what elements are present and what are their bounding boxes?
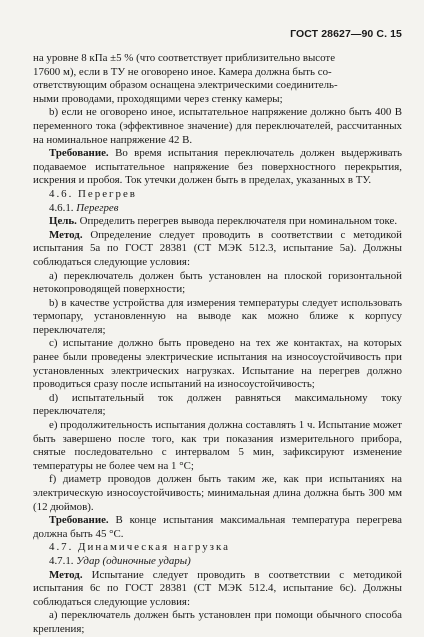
condition-d: d) испытательный ток должен равняться максимальному току переключателя;: [33, 391, 402, 418]
text-line: ными проводами, проходящими через стенку камеры;: [33, 92, 283, 105]
section-title: Перегрев: [76, 201, 119, 214]
condition-b: b) в качестве устройства для измерения температуры следует использовать термопару, установленную на выводе как можно ближе к корпусу переключателя;: [33, 296, 402, 336]
condition-a: а) переключатель должен быть установлен на плоской горизонтальной нетокопроводящей поверхности;: [33, 269, 402, 296]
goal-label: Цель.: [49, 215, 77, 228]
document-body: [33, 52, 402, 637]
goal-text: Определить перегрев вывода переключателя при номинальном токе.: [76, 215, 398, 228]
section-4-6-heading: 4.6. Перегрев: [49, 187, 137, 200]
requirement-paragraph: [33, 147, 402, 188]
condition-2-a: а) переключатель должен быть установлен при помощи обычного способа крепления;: [33, 609, 402, 635]
method-text: Определение следует проводить в соответствии с методикой испытания 5а по ГОСТ 28381 (СТ МЭК 512.3, испытание 5а). Должны соблюдаться следующие условия:: [33, 228, 402, 268]
section-4-6-1-heading: [33, 202, 402, 216]
condition-c: c) испытание должно быть проведено на тех же контактах, на которых ранее были проведены электрические испытания на износоустойчивость при установленных электрических нагрузках. Испытание на перегрев должно проводиться сразу после испытаний на износоустойчивость;: [33, 337, 402, 391]
condition-f: f) диаметр проводов должен быть таким же, как при испытаниях на электрическую износоустойчивость; минимальная длина должна быть 300 мм (12 дюймов).: [33, 473, 402, 513]
method-paragraph: [33, 229, 402, 270]
text-line: на уровне 8 кПа ±5 % (что соответствует приблизительно высоте: [33, 52, 336, 64]
method-label: Метод.: [49, 568, 83, 581]
requirement-text: Во время испытания переключатель должен выдерживать подаваемое испытательное напряжение без поверхностного перекрытия, искрения и пробоя. Ток утечки должен быть в пределах, указанных в ТУ.: [33, 147, 402, 187]
requirement-paragraph-2: [33, 514, 402, 541]
text-line: 17600 м), если в ТУ не оговорено иное. Камера должна быть со-: [33, 65, 332, 78]
paragraph-b: b) если не оговорено иное, испытательное напряжение должно быть 400 В переменного тока (эффективное значение) для переключателей, рассчитанных на номинальное напряжение 42 В.: [33, 106, 402, 146]
text-line: ответствующим образом оснащена электрическими соединитель-: [33, 79, 338, 92]
section-4-7-1-heading: [33, 555, 402, 569]
section-number: 4.7.1.: [49, 554, 74, 567]
requirement-label: Требование.: [49, 514, 109, 527]
method-label: Метод.: [49, 228, 83, 241]
method-text: Испытание следует проводить в соответствии с методикой испытания 6с по ГОСТ 28381 (СТ МЭК 512.4, испытание 6с). Должны соблюдаться следующие условия:: [33, 568, 402, 608]
requirement-text: В конце испытания максимальная температура перегрева должна быть 45 °С.: [33, 514, 402, 540]
section-number: 4.6.1.: [49, 201, 74, 214]
method-paragraph-2: [33, 569, 402, 610]
requirement-label: Требование.: [49, 147, 109, 160]
page-header: ГОСТ 28627—90 С. 15: [290, 28, 402, 40]
goal-paragraph: [33, 215, 402, 229]
section-title: Удар (одиночные удары): [76, 554, 191, 567]
condition-e: e) продолжительность испытания должна составлять 1 ч. Испытание может быть завершено после того, как три показания измерительного прибора, снятые последовательно с интервалом 5 мин, зафиксируют изменение температуры не более чем на 1 °С;: [33, 419, 402, 472]
section-4-7-heading: 4.7. Динамическая нагрузка: [49, 541, 230, 554]
